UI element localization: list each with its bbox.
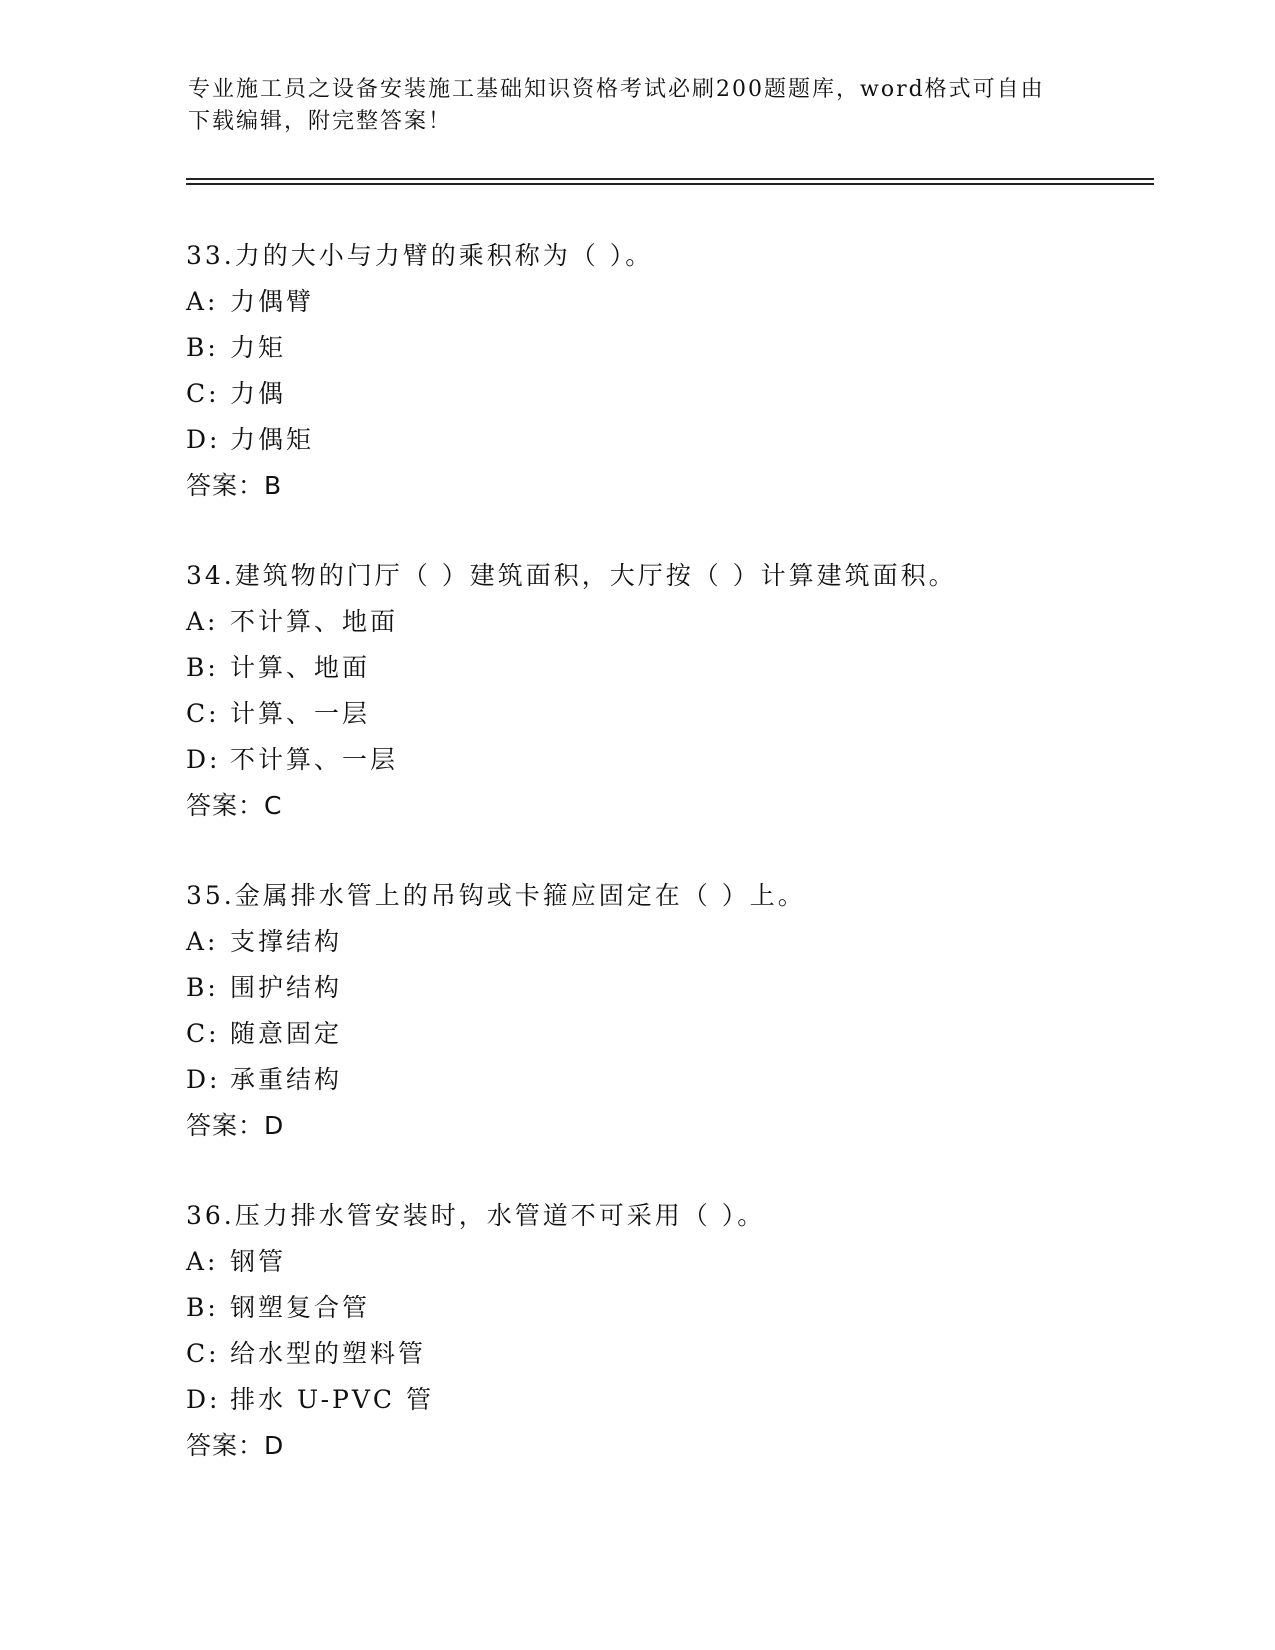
option-text: 支撑结构 [230, 927, 343, 956]
option-letter: C: [186, 379, 220, 408]
option-text: 钢塑复合管 [230, 1293, 371, 1322]
option-letter: A: [186, 607, 219, 636]
option-c [186, 1331, 1146, 1377]
question-title: 33.力的大小与力臂的乘积称为（ ）。 [186, 241, 654, 270]
question-block [186, 553, 1146, 829]
option-b [186, 325, 1146, 371]
option-letter: A: [186, 1247, 219, 1276]
option-letter: A: [186, 927, 219, 956]
option-text: 随意固定 [230, 1019, 343, 1048]
question-title: 34.建筑物的门厅（ ）建筑面积，大厅按（ ）计算建筑面积。 [186, 561, 957, 590]
option-text: 排水 U-PVC 管 [230, 1385, 434, 1414]
answer-line: 答案：C [186, 791, 283, 820]
header-line-2: 下载编辑，附完整答案！ [188, 109, 453, 134]
option-a [186, 599, 1146, 645]
option-b [186, 965, 1146, 1011]
option-letter: B: [186, 1293, 219, 1322]
option-text: 承重结构 [230, 1065, 343, 1094]
option-text: 力矩 [230, 333, 287, 362]
option-letter: B: [186, 653, 219, 682]
option-text: 围护结构 [230, 973, 343, 1002]
option-text: 不计算、一层 [230, 745, 399, 774]
question-block [186, 873, 1146, 1149]
option-letter: C: [186, 1019, 220, 1048]
option-b [186, 1285, 1146, 1331]
question-title: 36.压力排水管安装时，水管道不可采用（ ）。 [186, 1201, 766, 1230]
answer-line: 答案：B [186, 471, 283, 500]
option-a [186, 279, 1146, 325]
option-text: 计算、一层 [230, 699, 371, 728]
answer-line: 答案：D [186, 1111, 285, 1140]
option-letter: D: [186, 745, 221, 774]
header-divider-top [186, 178, 1154, 180]
option-c [186, 691, 1146, 737]
question-block [186, 1193, 1146, 1469]
option-letter: B: [186, 973, 219, 1002]
option-letter: D: [186, 1385, 221, 1414]
option-d [186, 1377, 1146, 1423]
option-letter: C: [186, 699, 220, 728]
question-title: 35.金属排水管上的吊钩或卡箍应固定在（ ）上。 [186, 881, 806, 910]
option-c [186, 1011, 1146, 1057]
answer-line: 答案：D [186, 1431, 285, 1460]
option-text: 计算、地面 [230, 653, 371, 682]
option-c [186, 371, 1146, 417]
option-letter: D: [186, 425, 221, 454]
option-text: 力偶矩 [230, 425, 315, 454]
option-letter: D: [186, 1065, 221, 1094]
option-text: 给水型的塑料管 [230, 1339, 427, 1368]
document-header [188, 74, 1088, 138]
option-d [186, 417, 1146, 463]
option-text: 力偶 [230, 379, 287, 408]
option-text: 不计算、地面 [230, 607, 399, 636]
question-block [186, 233, 1146, 509]
option-letter: C: [186, 1339, 220, 1368]
option-b [186, 645, 1146, 691]
option-a [186, 919, 1146, 965]
option-text: 钢管 [230, 1247, 287, 1276]
header-line-1: 专业施工员之设备安装施工基础知识资格考试必刷200题题库，word格式可自由 [188, 77, 1045, 102]
option-letter: A: [186, 287, 219, 316]
header-divider-bottom [186, 183, 1154, 185]
option-a [186, 1239, 1146, 1285]
option-text: 力偶臂 [230, 287, 315, 316]
option-letter: B: [186, 333, 219, 362]
option-d [186, 737, 1146, 783]
option-d [186, 1057, 1146, 1103]
